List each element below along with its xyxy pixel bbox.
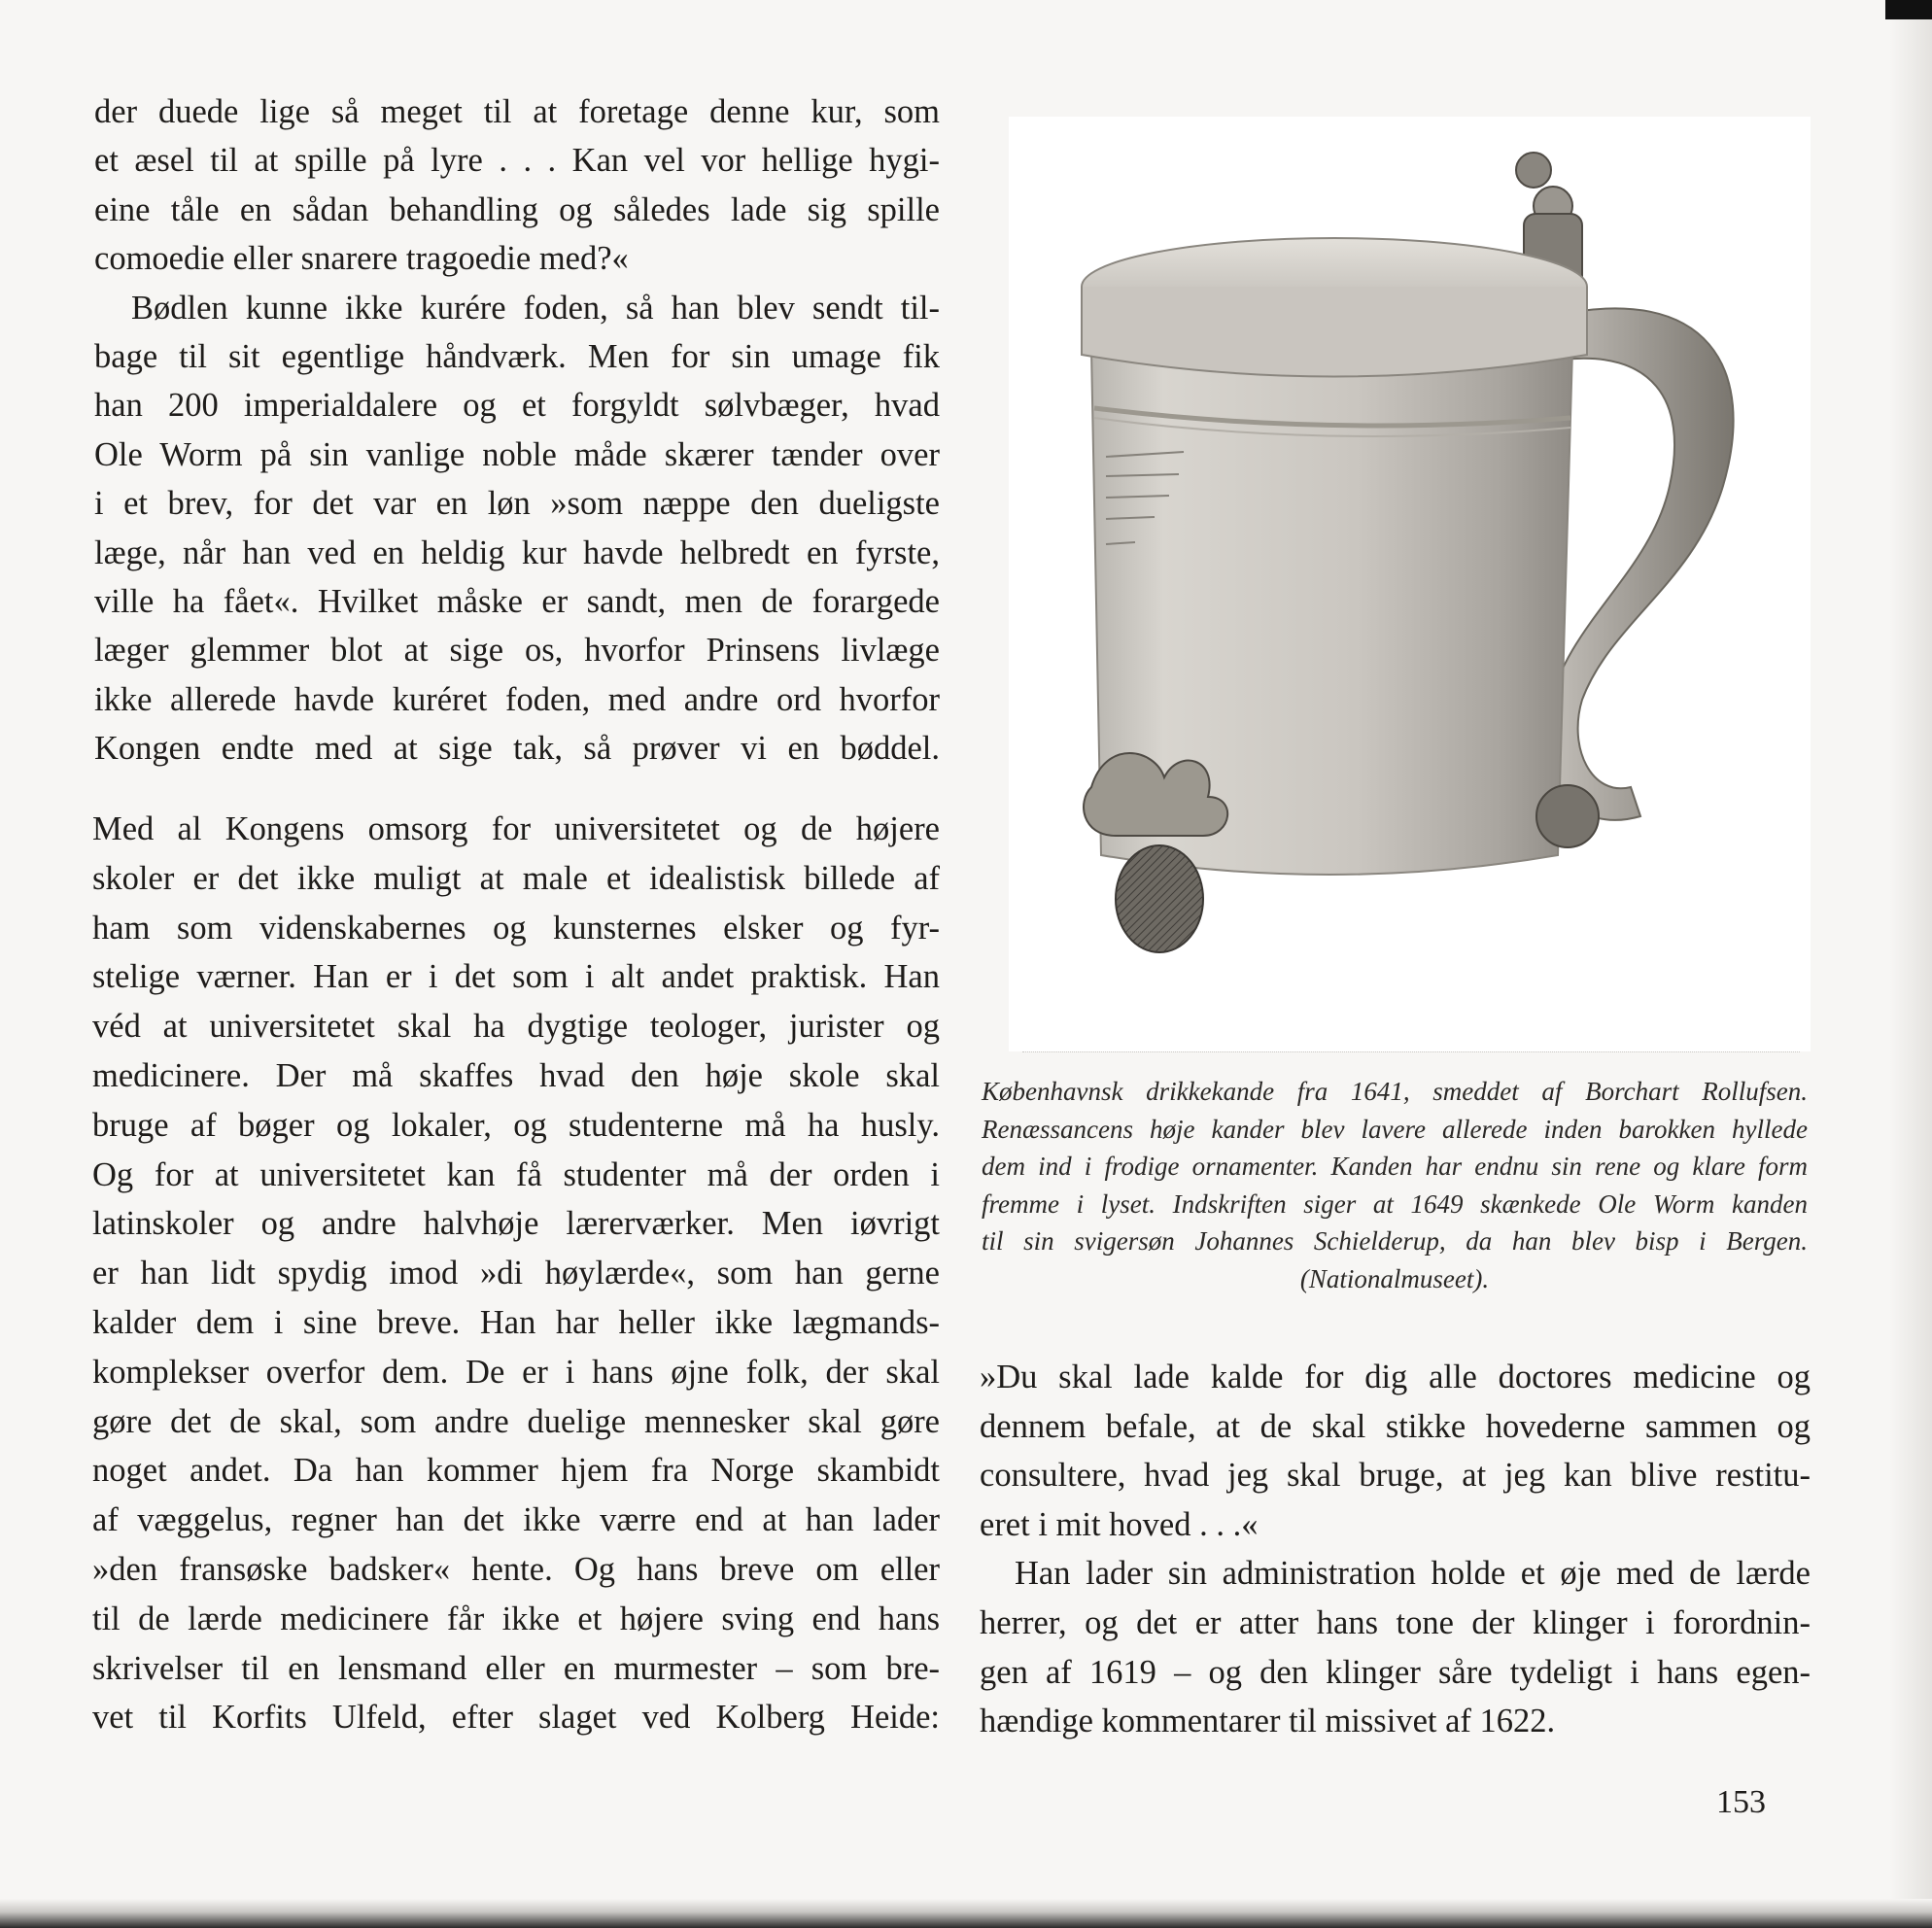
caption-line: Renæssancens høje kander blev lavere allerede inden barokken hyllede: [982, 1114, 1808, 1144]
text-line: »Du skal lade kalde for dig alle doctores medicine og: [980, 1359, 1811, 1395]
caption-source: (Nationalmuseet).: [1299, 1263, 1490, 1293]
text-line: noget andet. Da han kommer hjem fra Norge skambidt: [92, 1452, 940, 1490]
text-line: latinskoler og andre halvhøje lærerværker. Men iøvrigt: [92, 1205, 940, 1243]
caption-line: Københavnsk drikkekande fra 1641, smeddet af Borchart Rollufsen.: [982, 1077, 1808, 1106]
text-line: i et brev, for det var en løn »som næppe den dueligste: [94, 485, 940, 523]
text-line: Ole Worm på sin vanlige noble måde skærer tænder over: [94, 435, 940, 473]
left-column-section-2: [92, 805, 940, 1742]
text-line: han 200 imperialdalere og et forgyldt sølvbæger, hvad: [94, 387, 940, 425]
page-number: 153: [1716, 1784, 1766, 1820]
text-line: Bødlen kunne ikke kurére foden, så han blev sendt til-: [131, 289, 940, 327]
text-line: gøre det de skal, som andre duelige mennesker skal gøre: [92, 1402, 940, 1440]
text-line: er han lidt spydig imod »di høylærde«, som han gerne: [92, 1255, 940, 1292]
caption-line: fremme i lyset. Indskriften siger at 1649 skænkede Ole Worm kanden: [982, 1188, 1808, 1219]
text-line: herrer, og det er atter hans tone der klinger i forordnin-: [980, 1603, 1811, 1641]
text-line: gen af 1619 – og den klinger såre tydeligt i hans egen-: [980, 1653, 1811, 1691]
left-column-top: [94, 87, 940, 774]
text-line: et æsel til at spille på lyre . . . Kan vel vor hellige hygi-: [94, 142, 940, 180]
text-line: komplekser overfor dem. De er i hans øjne folk, der skal: [92, 1353, 940, 1391]
tankard-illustration: [1009, 117, 1811, 1051]
quotation: [980, 1353, 1811, 1549]
text-line: comoedie eller snarere tragoedie med?«: [94, 240, 629, 278]
page-right-edge-shadow: [1889, 0, 1932, 1928]
text-line: til de lærde medicinere får ikke et højere sving end hans: [92, 1600, 940, 1637]
right-column-text: [980, 1353, 1811, 1746]
first-line-rest: ed al Kongens omsorg for universitetet og de højere: [121, 810, 940, 847]
page-bottom-edge-shadow: [0, 1899, 1932, 1928]
text-line: skrivelser til en lensmand eller en murmester – som bre-: [92, 1649, 940, 1687]
text-line: ville ha fået«. Hvilket måske er sandt, men de forargede: [94, 583, 940, 621]
paragraph-2: [94, 284, 940, 774]
closing-paragraph: [980, 1549, 1811, 1745]
text-line: medicinere. Der må skaffes hvad den høje skole skal: [92, 1056, 940, 1094]
text-line: ham som videnskabernes og kunsternes elsker og fyr-: [92, 909, 940, 947]
text-line: eine tåle en sådan behandling og således lade sig spille: [94, 190, 940, 228]
tankard-photograph: [1009, 117, 1811, 1051]
text-line-first: [92, 805, 940, 854]
text-line: læger glemmer blot at sige os, hvorfor Prinsens livlæge: [94, 632, 940, 670]
text-line: bruge af bøger og lokaler, og studenterne må ha husly.: [92, 1106, 940, 1144]
text-line: stelige værner. Han er i det som i alt andet praktisk. Han: [92, 958, 940, 996]
drop-cap: M: [92, 810, 122, 847]
text-line: Og for at universitetet kan få studenter må der orden i: [92, 1155, 940, 1193]
paragraph-1: [94, 87, 940, 284]
text-line: hændige kommentarer til missivet af 1622.: [980, 1703, 1556, 1740]
text-line: dennem befale, at de skal stikke hovederne sammen og: [980, 1407, 1811, 1445]
scan-corner-mark: [1885, 0, 1932, 19]
text-line: consultere, hvad jeg skal bruge, at jeg kan blive restitu-: [980, 1457, 1811, 1495]
text-line: Han lader sin administration holde et øje med de lærde: [1015, 1555, 1811, 1593]
caption-line: dem ind i frodige ornamenter. Kanden har endnu sin rene og klare form: [982, 1152, 1808, 1181]
text-line: af væggelus, regner han det ikke værre end at han lader: [92, 1501, 940, 1539]
text-line: læge, når han ved en heldig kur havde helbredt en fyrste,: [94, 534, 940, 571]
text-line: »den fransøske badsker« hente. Og hans breve om eller: [92, 1550, 940, 1588]
photo-bottom-rule: [1022, 1051, 1800, 1053]
text-line: bage til sit egentlige håndværk. Men for sin umage fik: [94, 338, 940, 376]
text-line: vet til Korfits Ulfeld, efter slaget ved Kolberg Heide:: [92, 1699, 940, 1737]
text-line: kalder dem i sine breve. Han har heller ikke lægmands-: [92, 1303, 940, 1341]
text-line: eret i mit hoved . . .«: [980, 1505, 1259, 1543]
section-2-text: [92, 805, 940, 1742]
photo-caption: [982, 1073, 1808, 1297]
text-line: véd at universitetet skal ha dygtige teologer, jurister og: [92, 1008, 940, 1046]
text-line: Kongen endte med at sige tak, så prøver vi en bøddel.: [94, 730, 940, 768]
text-line: ikke allerede havde kuréret foden, med andre ord hvorfor: [94, 680, 940, 718]
text-line: skoler er det ikke muligt at male et idealistisk billede af: [92, 859, 940, 897]
text-line: der duede lige så meget til at foretage denne kur, som: [94, 93, 940, 130]
caption-line: til sin svigersøn Johannes Schielderup, da han blev bisp i Bergen.: [982, 1226, 1808, 1256]
